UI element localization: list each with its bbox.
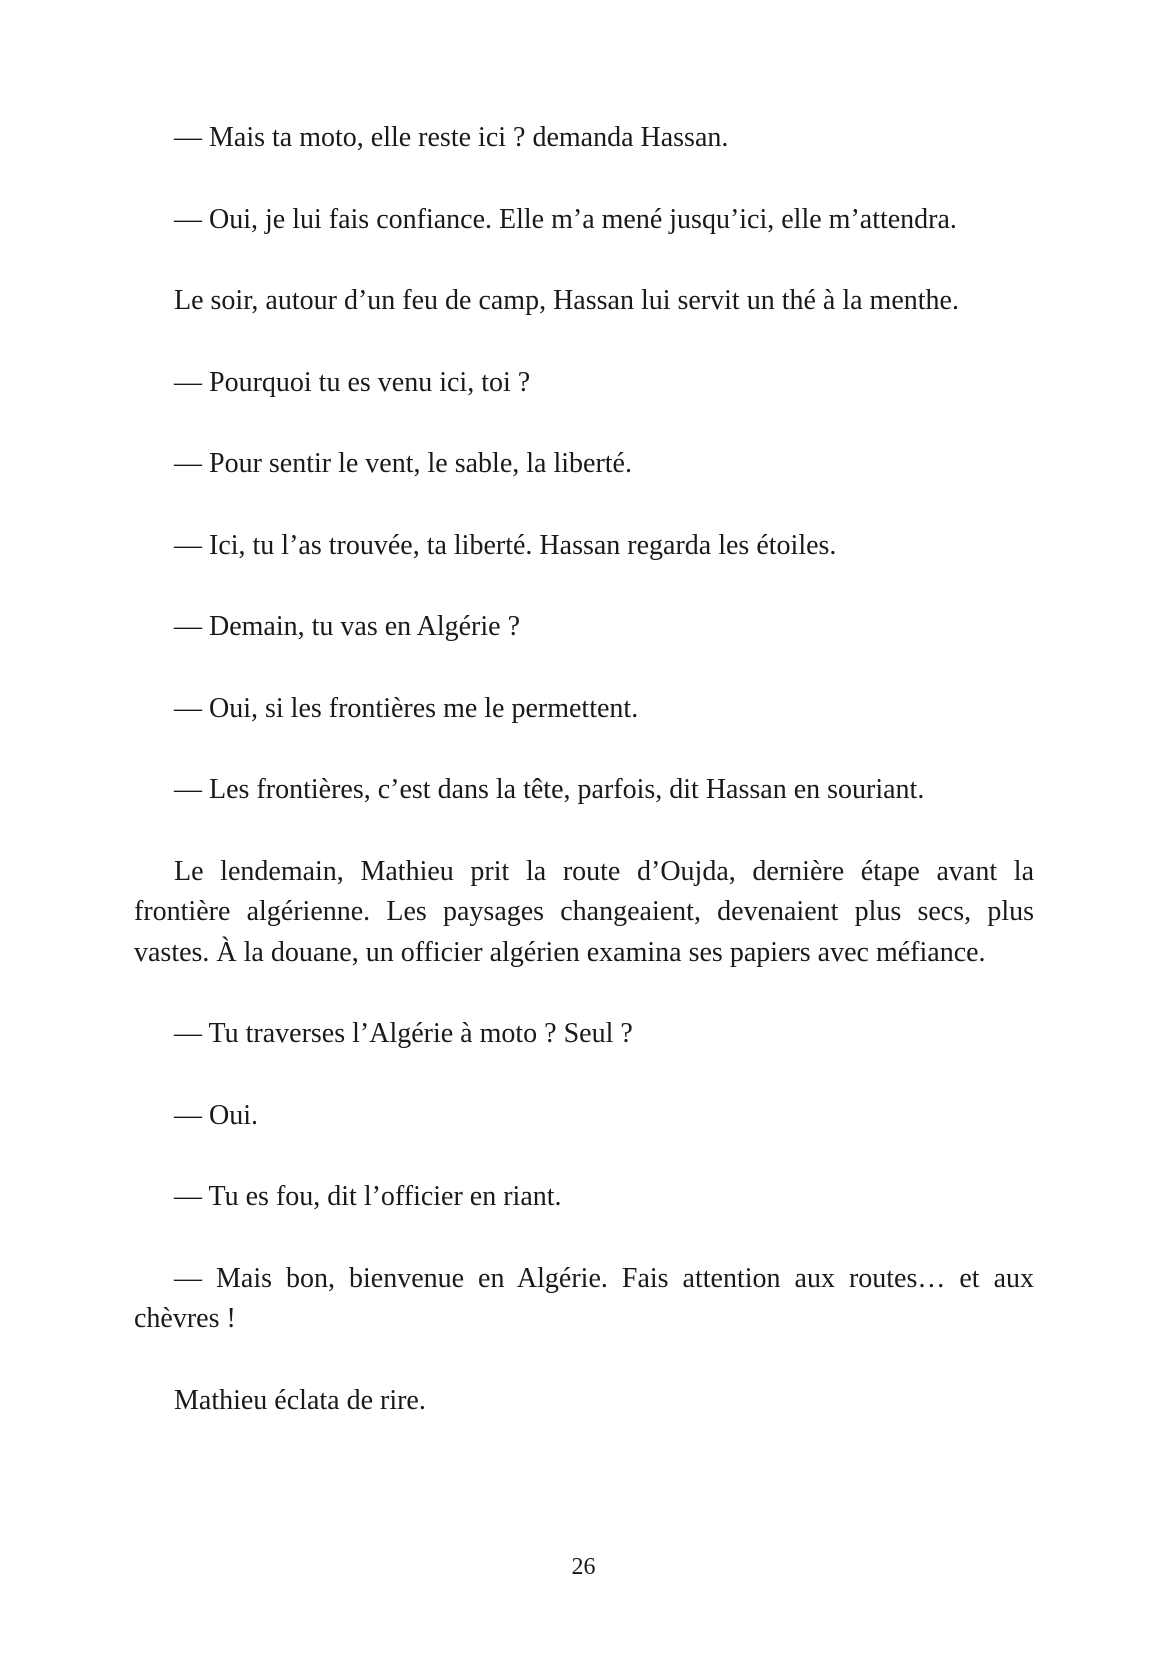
- paragraph-12: — Oui.: [174, 1099, 258, 1131]
- paragraph-13: — Tu es fou, dit l’officier en riant.: [174, 1181, 562, 1212]
- paragraph-7: — Demain, tu vas en Algérie ?: [174, 611, 521, 642]
- paragraph-4: — Pourquoi tu es venu ici, toi ?: [174, 366, 531, 398]
- paragraph-2: — Oui, je lui fais confiance. Elle m’a mené jusqu’ici, elle m’attendra.: [174, 203, 957, 235]
- paragraph-14: — Mais bon, bienvenue en Algérie. Fais attention aux routes… et aux chèvres !: [134, 1262, 1034, 1334]
- paragraph-5: — Pour sentir le vent, le sable, la liberté.: [174, 448, 632, 479]
- paragraph-6: — Ici, tu l’as trouvée, ta liberté. Hassan regarda les étoiles.: [174, 529, 837, 561]
- paragraph-3: Le soir, autour d’un feu de camp, Hassan lui servit un thé à la menthe.: [174, 285, 959, 316]
- paragraph-11: — Tu traverses l’Algérie à moto ? Seul ?: [174, 1018, 633, 1049]
- paragraph-9: — Les frontières, c’est dans la tête, parfois, dit Hassan en souriant.: [174, 774, 925, 805]
- paragraph-10: Le lendemain, Mathieu prit la route d’Oujda, dernière étape avant la frontière algérienne. Les paysages changeaient, devenaient plus secs, plus vastes. À la douane, un officier algérien examina ses papiers avec méfiance.: [134, 855, 1034, 968]
- page-number: 26: [571, 1554, 596, 1580]
- paragraph-15: Mathieu éclata de rire.: [174, 1384, 426, 1416]
- page-body: [134, 118, 1034, 1462]
- paragraph-8: — Oui, si les frontières me le permettent.: [174, 692, 639, 724]
- paragraph-1: — Mais ta moto, elle reste ici ? demanda Hassan.: [174, 122, 729, 153]
